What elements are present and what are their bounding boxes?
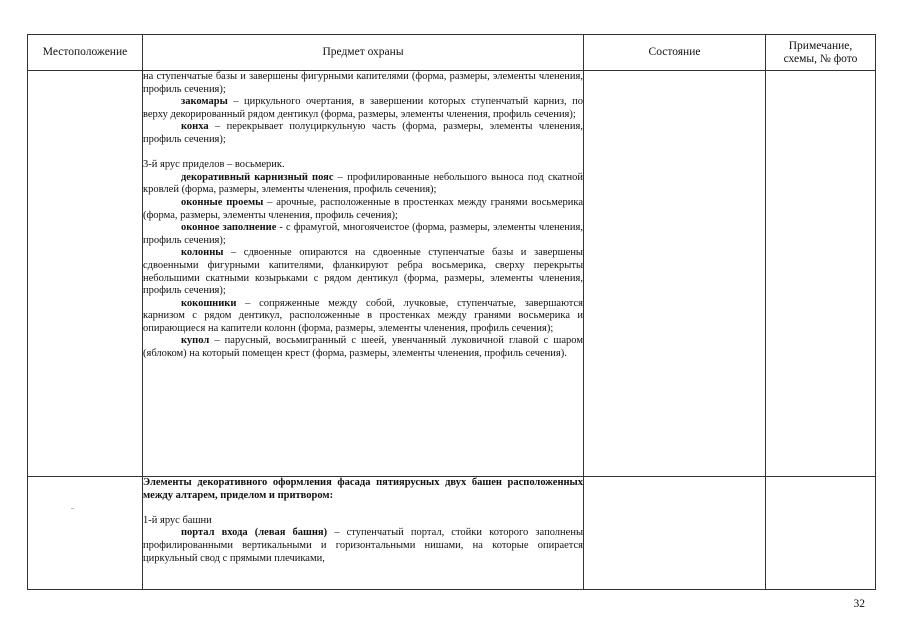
term: закомары [181,96,228,108]
term-text: – ступенчатый портал, стойки которого заполнены профилированными вертикальными и горизонтальными нишами, на которые опирается циркульный свод с прямыми плечиками, [143,527,583,564]
term-text: – циркульного очертания, в завершении которых ступенчатый карниз, по верху декорированный рядом дентикул (форма, размеры, элементы членения, профиль сечения); [143,96,583,120]
paragraph [143,197,583,222]
cell-state [584,71,766,477]
header-state: Состояние [584,35,766,71]
cell-note [766,477,876,590]
blank-line [143,502,583,515]
term: колонны [181,247,224,259]
paragraph [143,172,583,197]
cell-state [584,477,766,590]
paragraph: 3-й ярус приделов – восьмерик. [143,159,285,171]
cell-subject [143,71,584,477]
paragraph: на ступенчатые базы и завершены фигурными капителями (форма, размеры, элементы членения, профиль сечения); [143,71,583,95]
section-heading: Элементы декоративного оформления фасада пятиярусных двух башен расположенных между алтарем, приделом и притвором: [143,477,583,501]
term-text: - с фрамугой, многоячеистое (форма, размеры, элементы членения, профиль сечения); [143,222,583,246]
header-subject: Предмет охраны [143,35,584,71]
protection-subject-table [27,34,876,590]
table-row [28,71,876,477]
cell-subject [143,477,584,590]
header-note-line1: Примечание, [788,39,853,52]
header-location: Местоположение [28,35,143,71]
table-header-row [28,35,876,71]
term: декоративный карнизный пояс [181,171,334,183]
paragraph [143,527,583,565]
paragraph [143,222,583,247]
cell-note [766,71,876,477]
page-number: 32 [853,598,865,610]
term-text: – профилированные небольшого выноса под скатной кровлей (форма, размеры, элементы членения, профиль сечения); [143,171,584,196]
paragraph [143,335,583,360]
term: купол [181,335,210,347]
paragraph [143,96,583,121]
term: кокошники [181,297,237,309]
term-text: – сдвоенные опираются на сдвоенные ступенчатые базы и завершены сдвоенными фигурными капителями, фланкируют ребра восьмерика, сверху перекрыты небольшими скатными козырьками с рядом дентикул (форма, размеры, элементы членения, профиль сечения); [143,247,583,297]
term-text: – сопряженные между собой, лучковые, ступенчатые, завершаются карнизом с рядом дентикул, расположенные в простенках между гранями восьмерика и опирающиеся на капители колонн (форма, размеры, элементы членения, профиль сечения); [143,297,583,334]
term-text: – парусный, восьмигранный с шеей, увенчанный луковичной главой с шаром (яблоком) на который помещен крест (форма, размеры, элементы членения, профиль сечения). [143,335,583,360]
paragraph [143,121,583,146]
scan-speck [71,508,74,509]
term: портал входа (левая башня) [181,527,328,539]
blank-line [143,147,583,160]
term: оконные проемы [181,196,264,208]
header-note [766,35,876,71]
term: конха [181,121,209,133]
cell-location [28,477,143,590]
table-row [28,477,876,590]
cell-location [28,71,143,477]
paragraph [143,298,583,336]
paragraph: 1-й ярус башни [143,514,212,526]
header-note-line2: схемы, № фото [783,52,858,65]
term: оконное заполнение [181,222,277,234]
paragraph [143,247,583,297]
term-text: – перекрывает полуциркульную часть (форма, размеры, элементы членения, профиль сечения); [143,121,583,145]
term-text: – арочные, расположенные в простенках между гранями восьмерика (форма, размеры, элементы членения, профиль сечения); [143,196,583,221]
